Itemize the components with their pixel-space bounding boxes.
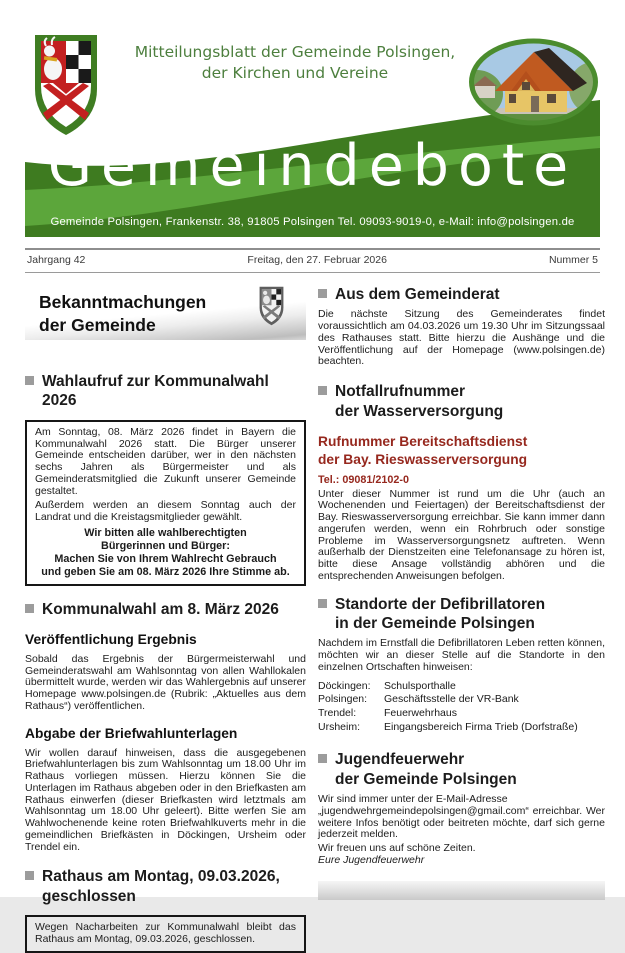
box-paragraph: Wegen Nacharbeiten zur Kommunalwahl bleibt das Rathaus am Montag, 09.03.2026, geschlossen.	[35, 921, 296, 945]
emergency-phone-number: Tel.: 09081/2102-0	[318, 473, 410, 486]
subheading-bereitschaftsdienst	[318, 433, 605, 469]
heading-line-1: Standorte der Defibrillatoren	[335, 595, 546, 613]
location-place: Trendel:	[318, 707, 357, 719]
section-heading-kommunalwahl	[25, 600, 306, 619]
box-appeal-line: Machen Sie von Ihrem Wahlrecht Gebrauch	[54, 552, 277, 565]
location-row	[318, 693, 605, 707]
left-column	[25, 372, 306, 953]
paragraph: Wir sind immer unter der E-Mail-Adresse	[318, 793, 508, 806]
wahlaufruf-box	[25, 420, 306, 586]
village-photo	[467, 36, 600, 128]
subheading-briefwahl: Abgabe der Briefwahlunterlagen	[25, 725, 238, 741]
heading-line-1: Notfallrufnummer	[335, 383, 466, 401]
section-heading-gemeinderat	[318, 285, 605, 304]
subheading-line-1: Rufnummer Bereitschaftsdienst	[318, 433, 528, 449]
heading-text: Kommunalwahl am 8. März 2026	[42, 600, 279, 618]
section-heading-notfallrufnummer	[318, 382, 605, 421]
location-site: Geschäftsstelle der VR-Bank	[384, 693, 519, 706]
masthead-subtitle	[110, 42, 480, 84]
location-row	[318, 707, 605, 721]
box-paragraph: Am Sonntag, 08. März 2026 findet in Bayern die Kommunalwahl 2026 statt. Die Bürger unserer Gemeinde entscheiden darüber, wer in den nächsten sechs Jahren als Bürgermeister und als Gemeinderatsmitglied die Zukunft unserer Gemeinde gestaltet.	[35, 425, 296, 497]
heading-line-1: Rathaus am Montag, 09.03.2026,	[42, 868, 280, 886]
square-bullet-icon	[318, 754, 327, 763]
masthead-address: Gemeinde Polsingen, Frankenstr. 38, 91805 Polsingen Tel. 09093-9019-0, e-Mail: info@polsingen.de	[50, 216, 575, 228]
location-site: Eingangsbereich Firma Trieb (Dorfstraße)	[384, 720, 578, 733]
paragraph: Nachdem im Ernstfall die Defibrillatoren Leben retten können, möchten wir an dieser Stelle auf die Standorte in den einzelnen Ortschaften hinweisen:	[318, 637, 605, 673]
newsletter-title: Gemeindebote	[47, 133, 578, 199]
paragraph: Wir freuen uns auf schöne Zeiten.	[318, 842, 476, 855]
subtitle-line-2: der Kirchen und Vereine	[201, 63, 389, 82]
square-bullet-icon	[318, 386, 327, 395]
heading-line-2: in der Gemeinde Polsingen	[335, 615, 535, 633]
location-place: Döckingen:	[318, 679, 371, 692]
section-heading-jugendfeuerwehr	[318, 750, 605, 789]
box-appeal-line: Bürgerinnen und Bürger:	[101, 539, 230, 552]
announcements-banner	[25, 284, 306, 340]
location-site: Schulsporthalle	[384, 679, 456, 692]
coat-of-arms-icon	[33, 33, 99, 137]
subheading-ergebnis: Veröffentlichung Ergebnis	[25, 631, 197, 647]
location-row	[318, 721, 605, 735]
location-row	[318, 680, 605, 694]
box-appeal-line: und geben Sie am 08. März 2026 Ihre Stimme ab.	[41, 565, 290, 578]
heading-text: Wahlaufruf zur Kommunalwahl 2026	[42, 373, 269, 410]
masthead	[25, 30, 600, 237]
box-paragraph: Außerdem werden an diesem Sonntag auch der Landrat und die Kreistagsmitglieder gewählt.	[35, 499, 296, 523]
subheading-line-2: der Bay. Rieswasserversorgung	[318, 451, 528, 467]
issue-volume: Jahrgang 42	[27, 254, 86, 266]
defibrillator-locations	[318, 680, 605, 735]
paragraph: Sobald das Ergebnis der Bürgermeisterwahl und Gemeinderatswahl am Wahlsonntag von allen Wahllokalen übermittelt wurde, werden wir das Wahlergebnis auf unserer Homepage www.polsingen.de (Rubrik: „Aktuelles aus dem Rathaus“) veröffentlichen.	[25, 652, 306, 712]
subtitle-line-1: Mitteilungsblatt der Gemeinde Polsingen,	[134, 43, 456, 61]
paragraph: Unter dieser Nummer ist rund um die Uhr (auch an Wochenenden und Feiertagen) der Bereitschaftsdienst der Bay. Rieswasserversorgung erreichbar. Sie kann immer dann angerufen werden, wenn ein Rohrbruch oder sonstige Probleme im Wasserversorgungsnetz auftreten. Wenn außerhalb der Dienstzeiten eine Telefonansage zu hören ist, bitte diese Ansage vollständig abhören und die entsprechenden Anweisungen befolgen.	[318, 487, 605, 582]
square-bullet-icon	[25, 376, 34, 385]
section-heading-rathaus	[25, 867, 306, 906]
banner-line-2: der Gemeinde	[39, 314, 156, 335]
right-column	[318, 285, 605, 900]
paragraph: „jugendwehrgemeindepolsingen@gmail.com“ erreichbar. Wer weitere Infos benötigt oder beitreten möchte, darf sich gerne jederzeit melden.	[318, 804, 605, 841]
square-bullet-icon	[25, 604, 34, 613]
paragraph: Wir wollen darauf hinweisen, dass die ausgegebenen Briefwahlunterlagen bis zum Wahlsonntag um 18.00 Uhr im Rathaus vorliegen müssen. Hierzu können Sie die Unterlagen im Rathaus abgeben oder in den Briefkasten am Rathaus einwerfen (dieser Briefkasten wird letztmals am Wahlsonntag um 18.00 Uhr geleert). Bitte werfen Sie am Wahlwochenende keine roten Briefwahlkuverts mehr in die gemeindlichen Briefkästen in Döckingen, Ursheim oder Trendel ein.	[25, 746, 306, 853]
section-heading-wahlaufruf	[25, 372, 306, 411]
square-bullet-icon	[318, 599, 327, 608]
issue-number: Nummer 5	[548, 254, 598, 266]
heading-line-1: Jugendfeuerwehr	[335, 751, 465, 769]
next-section-banner-edge	[318, 881, 605, 900]
location-place: Ursheim:	[318, 720, 361, 733]
heading-line-2: geschlossen	[42, 887, 136, 905]
location-site: Feuerwehrhaus	[384, 707, 457, 719]
checker-quarter	[66, 41, 91, 83]
heading-text: Aus dem Gemeinderat	[335, 286, 500, 303]
square-bullet-icon	[25, 871, 34, 880]
square-bullet-icon	[318, 289, 327, 298]
coat-of-arms-gray-icon	[255, 286, 288, 326]
heading-line-2: der Wasserversorgung	[335, 402, 504, 420]
section-heading-defibrillatoren	[318, 595, 605, 634]
location-place: Polsingen:	[318, 693, 368, 706]
banner-line-1: Bekanntmachungen	[39, 292, 207, 312]
rathaus-closed-box	[25, 915, 306, 953]
heading-line-2: der Gemeinde Polsingen	[335, 770, 517, 788]
signature-line: Eure Jugendfeuerwehr	[318, 853, 425, 866]
issue-bar	[25, 248, 600, 273]
box-appeal-line: Wir bitten alle wahlberechtigten	[84, 526, 247, 539]
paragraph: Die nächste Sitzung des Gemeinderates findet voraussichtlich am 04.03.2026 um 19.30 Uhr im Sitzungssaal des Rathauses statt. Bitte hierzu die Aushänge und die Veröffentlichung auf der Homepage (www.polsingen.de) beachten.	[318, 308, 605, 368]
issue-date: Freitag, den 27. Februar 2026	[247, 254, 387, 266]
